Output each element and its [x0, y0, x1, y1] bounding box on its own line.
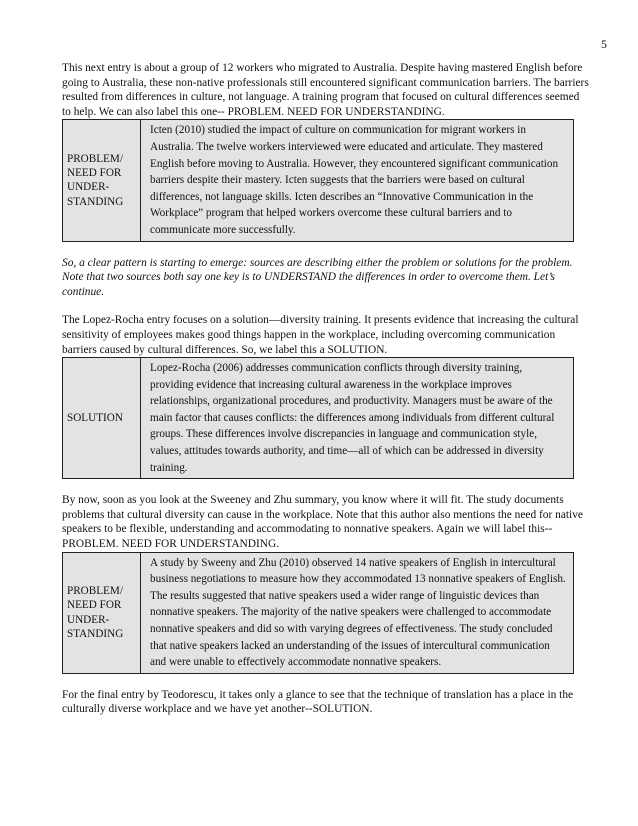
label-line: PROBLEM/ [67, 152, 123, 165]
paragraph-teodorescu: For the final entry by Teodorescu, it takes only a glance to see that the technique of translation has a place in the culturally diverse workplace and we have yet another--SOLUTION. [62, 688, 574, 716]
label-line: NEED FOR [67, 599, 122, 612]
summary-text: A study by Sweeny and Zhu (2010) observed 14 native speakers of English in intercultural business negotiations to measure how they accommodated 13 nonnative speakers of English. The results suggested that native speakers used a wider range of linguistic devices than nonnative speakers. The majority of the native speakers were challenged to accommodate nonnative speakers and did so with varying degrees of effectiveness. The study concluded that native speakers lacked an understanding of the issues of intercultural communication and were unable to effectively accommodate nonnative speakers. [150, 556, 566, 669]
label-line: UNDER- [67, 181, 110, 194]
summary-text: Icten (2010) studied the impact of culture on communication for migrant workers in Australia. The twelve workers interviewed were educated and articulate. They mastered English before moving to Australia. However, they encountered significant communication barriers despite their mastery. Icten suggests that the barriers were based on cultural differences, not language skills. Icten describes an “Innovative Communication in the Workplace” program that helped workers overcome these cultural barriers and to communicate more successfully. [150, 124, 559, 236]
summary-box-sweeny-zhu [62, 552, 574, 674]
paragraph-sweeney-intro: By now, soon as you look at the Sweeney and Zhu summary, you know where it will fit. The study documents problems that cultural diversity can cause in the workplace. Note that this author also mentions the need for native speakers to be flexible, understanding and accommodating to nonnative speakers. Again we will label this-- PROBLEM. NEED FOR UNDERSTANDING. [62, 494, 583, 551]
category-label [63, 553, 141, 673]
summary-box-lopez-rocha [62, 357, 574, 479]
paragraph-icten-intro: This next entry is about a group of 12 workers who migrated to Australia. Despite having mastered English before going to Australia, these non-native professionals still encountered significant communication barriers. The barriers resulted from differences in culture, not language. A training program that focused on cultural differences seemed to help. We can also label this one-- PROBLEM. NEED FOR UNDERSTANDING. [62, 62, 589, 118]
category-label [63, 358, 141, 478]
label-line: NEED FOR [67, 167, 122, 180]
page-content [62, 61, 590, 717]
category-label [63, 120, 141, 240]
label-line: UNDER- [67, 613, 110, 626]
label-line: STANDING [67, 628, 124, 641]
paragraph-pattern-note: So, a clear pattern is starting to emerge: sources are describing either the problem or solutions for the problem. Note that two sources both say one key is to UNDERSTAND the differences in order to overcome them. Let’s continue. [62, 256, 573, 298]
label-line: PROBLEM/ [67, 584, 123, 597]
paragraph-lopez-intro: The Lopez-Rocha entry focuses on a solution—diversity training. It presents evidence that increasing the cultural sensitivity of employees makes good things happen in the workplace, including overcoming communication barriers caused by cultural differences. So, we label this a SOLUTION. [62, 314, 579, 356]
label-line: STANDING [67, 195, 124, 208]
summary-box-icten [62, 119, 574, 241]
summary-text: Lopez-Rocha (2006) addresses communication conflicts through diversity training, providing evidence that increasing cultural awareness in the workplace improves relationships, organizational procedures, and productivity. Managers must be aware of the main factor that causes conflicts: the differences among individuals from different cultural groups. These differences involve discrepancies in language and communication style, values, attitudes towards authority, and time—all of which can be addressed in diversity training. [150, 362, 555, 474]
label-line: SOLUTION [67, 411, 123, 424]
page-number: 5 [601, 37, 607, 51]
